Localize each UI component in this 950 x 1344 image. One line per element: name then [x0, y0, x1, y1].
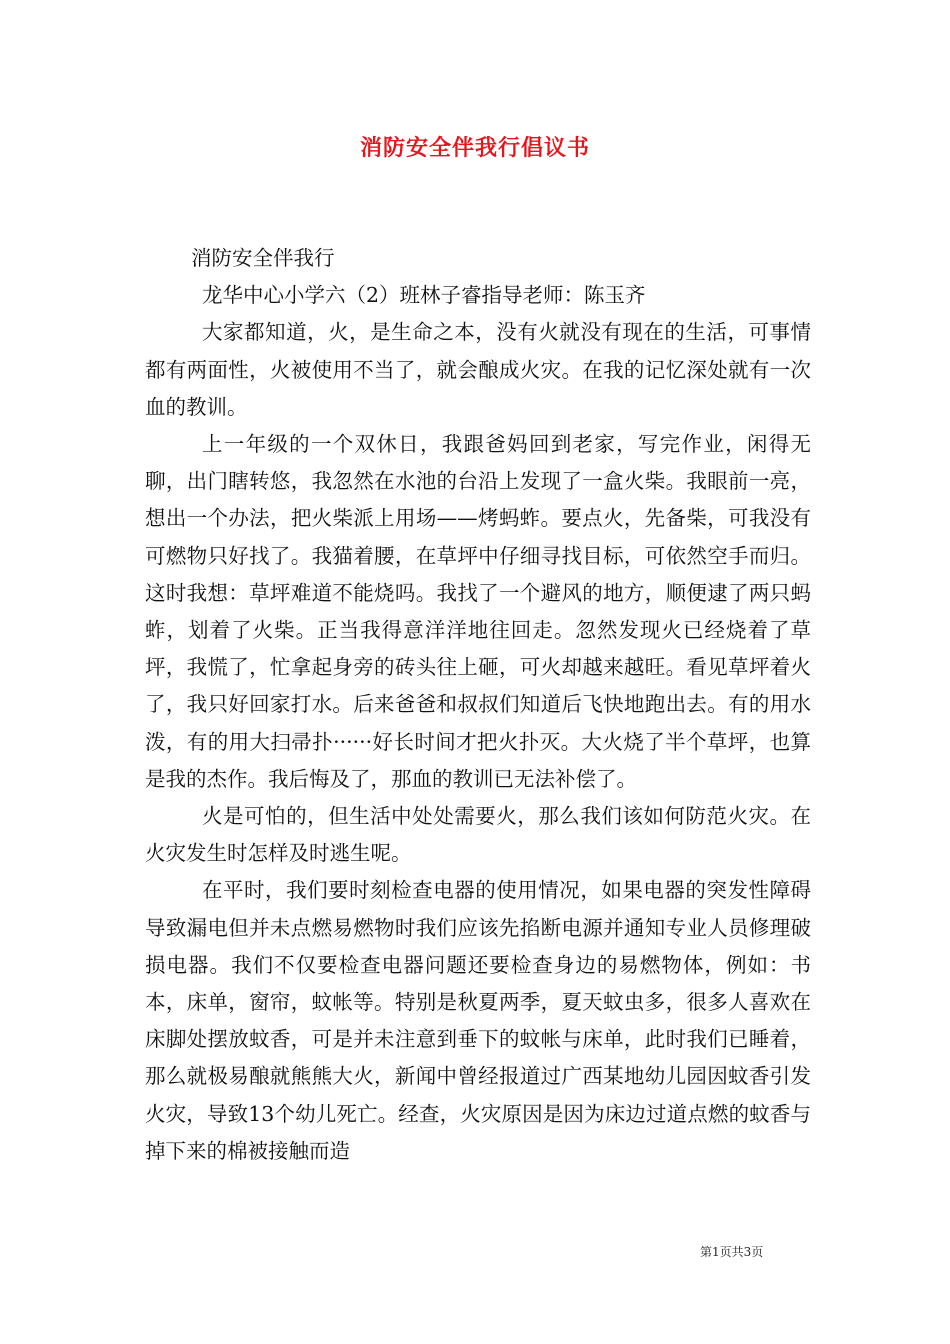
document-body [145, 240, 811, 1170]
paragraph-3: 火是可怕的，但生活中处处需要火，那么我们该如何防范火灾。在火灾发生时怎样及时逃生呢。 [145, 804, 811, 866]
paragraph-2: 上一年级的一个双休日，我跟爸妈回到老家，写完作业，闲得无聊，出门瞎转悠，我忽然在水池的台沿上发现了一盒火柴。我眼前一亮，想出一个办法，把火柴派上用场——烤蚂蚱。要点火，先备柴，可我没有可燃物只好找了。我猫着腰，在草坪中仔细寻找目标，可依然空手而归。这时我想：草坪难道不能烧吗。我找了一个避风的地方，顺便逮了两只蚂蚱，划着了火柴。正当我得意洋洋地往回走。忽然发现火已经烧着了草坪，我慌了，忙拿起身旁的砖头往上砸，可火却越来越旺。看见草坪着火了，我只好回家打水。后来爸爸和叔叔们知道后飞快地跑出去。有的用水泼，有的用大扫帚扑······好长时间才把火扑灭。大火烧了半个草坪，也算是我的杰作。我后悔及了，那血的教训已无法补偿了。 [145, 432, 811, 791]
paragraph-1: 大家都知道，火，是生命之本，没有火就没有现在的生活，可事情都有两面性，火被使用不当了，就会酿成火灾。在我的记忆深处就有一次血的教训。 [145, 320, 811, 419]
paragraph-4: 在平时，我们要时刻检查电器的使用情况，如果电器的突发性障碍导致漏电但并未点燃易燃物时我们应该先掐断电源并通知专业人员修理破损电器。我们不仅要检查电器问题还要检查身边的易燃物体，例如：书本，床单，窗帘，蚊帐等。特别是秋夏两季，夏天蚊虫多，很多人喜欢在床脚处摆放蚊香，可是并未注意到垂下的蚊帐与床单，此时我们已睡着，那么就极易酿就熊熊大火，新闻中曾经报道过广西某地幼儿园因蚊香引发火灾，导致13个幼儿死亡。经查，火灾原因是因为床边过道点燃的蚊香与掉下来的棉被接触而造 [145, 878, 811, 1163]
document-subtitle: 消防安全伴我行 [191, 246, 335, 270]
page-number: 第1页共3页 [700, 1245, 764, 1259]
author-line: 龙华中心小学六（2）班林子睿指导老师：陈玉齐 [202, 283, 646, 308]
document-title: 消防安全伴我行倡议书 [359, 135, 590, 161]
